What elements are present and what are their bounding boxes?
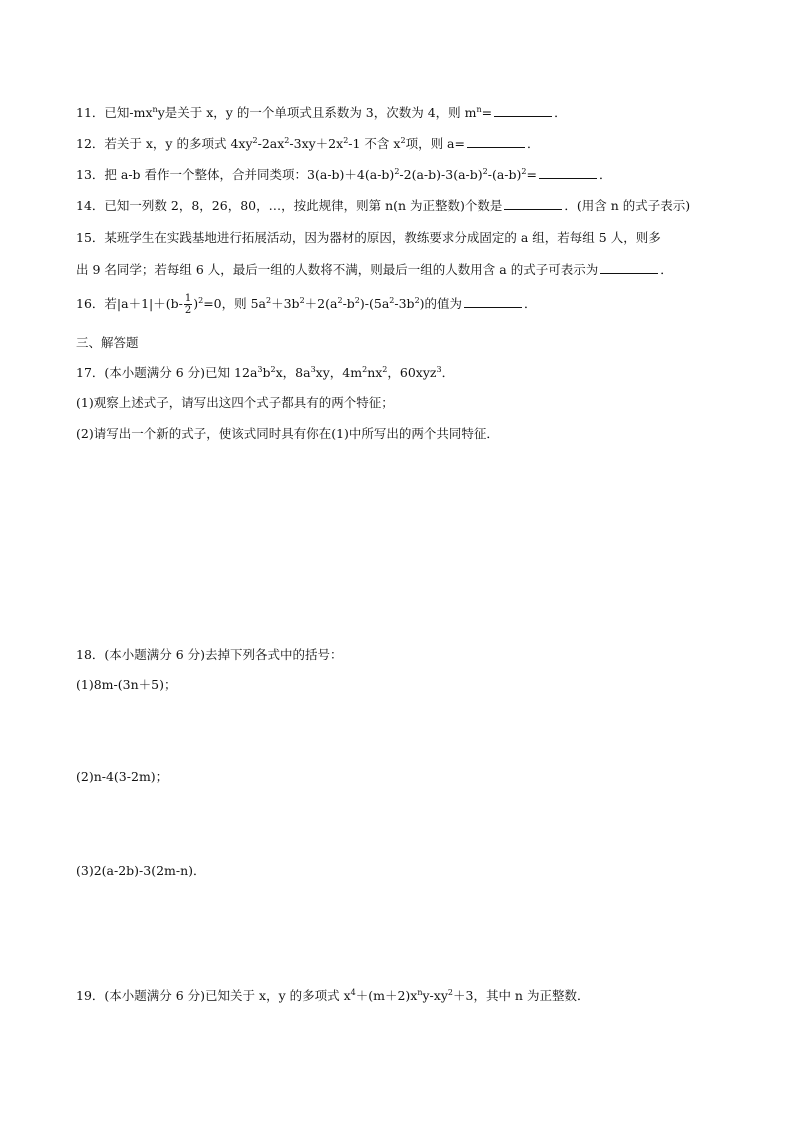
question-11: 11．已知$-mx^ny$是关于 x，y 的一个单项式且系数为 3，次数为 4，则 $m^n=$ ． [76, 105, 567, 120]
question-12: 12．若关于 x，y 的多项式 $4xy^2-2ax^2-3xy+2x^2-1$ 不含 $x^2$项，则 a= ． [76, 136, 540, 151]
question-17-sub1: (1)观察上述式子，请写出这四个式子都具有的两个特征； [76, 395, 394, 410]
answer-blank[interactable] [467, 135, 525, 148]
answer-blank[interactable] [539, 166, 597, 179]
question-17-sub2: (2)请写出一个新的式子，使该式同时具有你在(1)中所写出的两个共同特征． [76, 426, 499, 441]
question-18: 18．(本小题满分 6 分)去掉下列各式中的括号： [76, 647, 343, 662]
question-18-sub2: (2)n-4(3-2m)； [76, 769, 169, 784]
answer-blank[interactable] [600, 261, 658, 274]
question-17: 17．(本小题满分 6 分)已知 $12a^3b^2x$，$8a^3xy$，$4m^2nx^2$，60xyz$^3$． [76, 365, 455, 380]
question-16: 16．若|a＋1|＋(b- $\frac{1}{2}$ )$^2$=0，则 $5a^2+3b^2+2(a^2-b^2)-(5a^2-3b^2)$的值为 ． [76, 293, 537, 316]
question-13: 13．把 a-b 看作一个整体，合并同类项：$3(a-b)+4(a-b)^2-2(a-b)-3(a-b)^2-(a-b)^2=$ ． [76, 167, 612, 182]
answer-blank[interactable] [494, 104, 552, 117]
fraction-one-half: $\frac{1}{2}$ [184, 293, 192, 316]
answer-blank[interactable] [464, 295, 522, 308]
question-18-sub3: (3)2(a-2b)-3(2m-n)． [76, 863, 206, 878]
question-18-sub1: (1)8m-(3n＋5)； [76, 677, 177, 692]
section-heading: 三、解答题 [76, 335, 139, 350]
question-19: 19．(本小题满分 6 分)已知关于 x，y 的多项式 $x^4+(m+2)x^ny-xy^2+3$，其中 n 为正整数． [76, 988, 590, 1003]
question-15-line1: 15．某班学生在实践基地进行拓展活动，因为器材的原因，教练要求分成固定的 a 组，若每组 5 人，则多 [76, 230, 661, 245]
question-15-line2: 出 9 名同学；若每组 6 人，最后一组的人数将不满，则最后一组的人数用含 a 的式子可表示为 ． [76, 262, 673, 277]
answer-blank[interactable] [504, 197, 562, 210]
question-14: 14．已知一列数 2，8，26，80，…，按此规律，则第 n(n 为正整数)个数是 ．(用含 n 的式子表示) [76, 198, 691, 213]
